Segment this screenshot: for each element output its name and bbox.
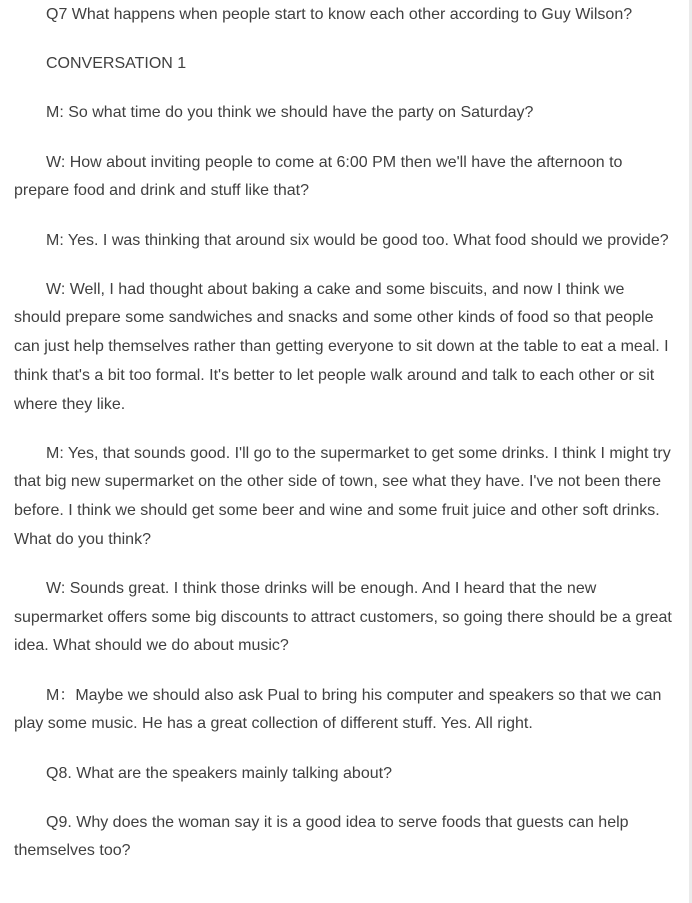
conversation-heading: CONVERSATION 1 bbox=[46, 55, 187, 73]
question-8: Q8. What are the speakers mainly talking about? bbox=[46, 764, 392, 782]
transcript-content bbox=[14, 0, 674, 887]
dialogue-line-man: M: So what time do you think we should have the party on Saturday? bbox=[46, 104, 534, 122]
dialogue-line-woman: W: How about inviting people to come at 6:00 PM then we'll have the afternoon to prepare food and drink and stuff like that? bbox=[14, 153, 623, 200]
question-9: Q9. Why does the woman say it is a good idea to serve foods that guests can help themselves too? bbox=[14, 813, 629, 860]
dialogue-line-man: M: Yes, that sounds good. I'll go to the supermarket to get some drinks. I think I might try that big new supermarket on the other side of town, see what they have. I've not been there before. I think we should get some beer and wine and some fruit juice and other soft drinks. What do you think? bbox=[14, 444, 671, 548]
dialogue-line-woman: W: Sounds great. I think those drinks will be enough. And I heard that the new supermarket offers some big discounts to attract customers, so going there should be a great idea. What should we do about music? bbox=[14, 580, 672, 655]
question-7: Q7 What happens when people start to know each other according to Guy Wilson? bbox=[46, 6, 633, 23]
dialogue-line-man: M：Maybe we should also ask Pual to bring his computer and speakers so that we can play some music. He has a great collection of different stuff. Yes. All right. bbox=[14, 686, 662, 733]
dialogue-line-man: M: Yes. I was thinking that around six would be good too. What food should we provide? bbox=[46, 231, 669, 249]
dialogue-line-woman: W: Well, I had thought about baking a cake and some biscuits, and now I think we should prepare some sandwiches and snacks and some other kinds of food so that people can just help themselves rather than getting everyone to sit down at the table to eat a meal. I think that's a bit too formal. It's better to let people walk around and talk to each other or sit where they like. bbox=[14, 280, 669, 413]
